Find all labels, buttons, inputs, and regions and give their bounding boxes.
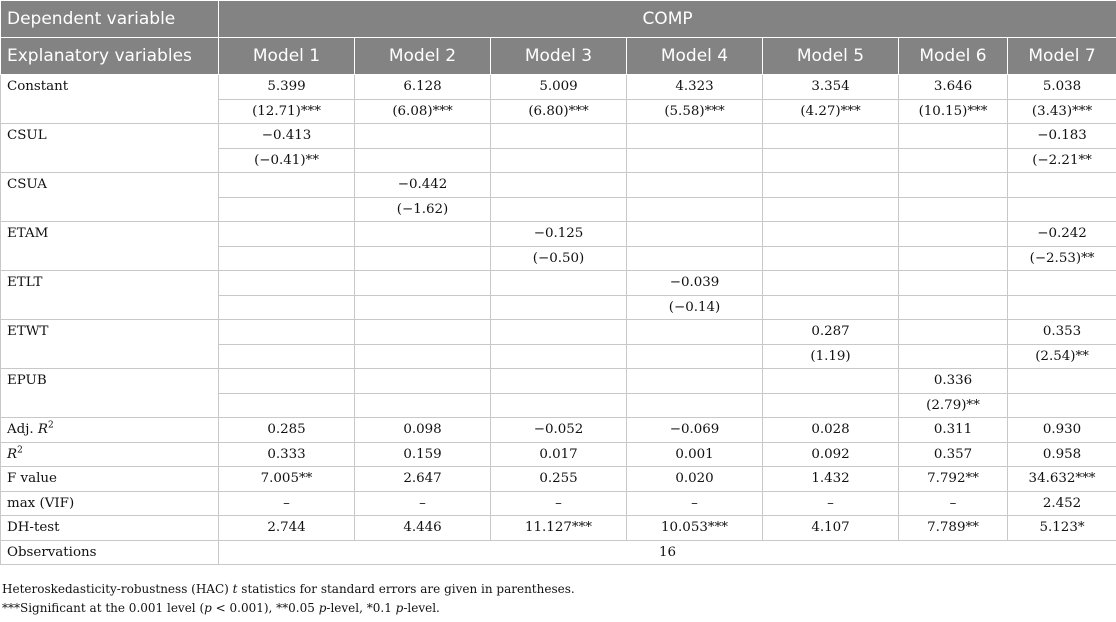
coefficient-cell (1008, 173, 1116, 198)
variable-label: Constant (1, 75, 219, 124)
t-statistic-cell (219, 393, 355, 418)
t-statistic-cell (355, 148, 491, 173)
coefficient-cell (627, 369, 763, 394)
observations-value: 16 (219, 540, 1116, 565)
coefficient-cell: 5.038 (1008, 75, 1116, 100)
model-header: Model 7 (1008, 38, 1116, 75)
t-statistic-cell (627, 344, 763, 369)
t-statistic-cell: (4.27)*** (763, 99, 899, 124)
coefficient-cell (491, 124, 627, 149)
statistic-value-cell: 0.098 (355, 418, 491, 443)
model-header: Model 4 (627, 38, 763, 75)
t-statistic-cell (627, 148, 763, 173)
statistic-value-cell: −0.052 (491, 418, 627, 443)
coefficient-cell: 0.336 (899, 369, 1008, 394)
coefficient-cell: −0.413 (219, 124, 355, 149)
t-statistic-cell: (12.71)*** (219, 99, 355, 124)
note-italic-p: p (395, 601, 404, 615)
t-statistic-cell (219, 197, 355, 222)
coefficient-cell: 3.354 (763, 75, 899, 100)
table-row (1, 222, 1116, 247)
coefficient-cell (491, 320, 627, 345)
statistic-value-cell: 0.092 (763, 442, 899, 467)
t-statistic-cell (763, 295, 899, 320)
statistic-value-cell: 1.432 (763, 467, 899, 492)
statistic-value-cell: 2.452 (1008, 491, 1116, 516)
variable-label: ETAM (1, 222, 219, 271)
model-header: Model 1 (219, 38, 355, 75)
statistic-value-cell: – (627, 491, 763, 516)
statistic-superscript: 2 (48, 420, 54, 431)
coefficient-cell (899, 222, 1008, 247)
note-text: -level, *0.1 (326, 601, 396, 615)
statistic-value-cell: 0.028 (763, 418, 899, 443)
header-row-models (1, 38, 1116, 75)
statistic-value-cell: 34.632*** (1008, 467, 1116, 492)
variable-label: ETWT (1, 320, 219, 369)
coefficient-cell (219, 369, 355, 394)
coefficient-cell: 5.399 (219, 75, 355, 100)
coefficient-cell (763, 124, 899, 149)
statistic-value-cell: 0.285 (219, 418, 355, 443)
statistic-label (1, 418, 219, 443)
statistic-value-cell: 11.127*** (491, 516, 627, 541)
dependent-variable-value: COMP (219, 1, 1116, 38)
t-statistic-cell (355, 344, 491, 369)
variable-label: EPUB (1, 369, 219, 418)
note-italic-t: t (232, 582, 238, 596)
t-statistic-cell: (2.79)** (899, 393, 1008, 418)
coefficient-cell: −0.242 (1008, 222, 1116, 247)
statistic-value-cell: 4.446 (355, 516, 491, 541)
note-text: < 0.001), **0.05 (211, 601, 319, 615)
table-row (1, 320, 1116, 345)
coefficient-cell (491, 173, 627, 198)
model-header: Model 6 (899, 38, 1008, 75)
t-statistic-cell: (6.80)*** (491, 99, 627, 124)
statistic-value-cell: 10.053*** (627, 516, 763, 541)
t-statistic-cell (627, 246, 763, 271)
statistic-label (1, 467, 219, 492)
t-statistic-cell (219, 246, 355, 271)
statistic-value-cell: 4.107 (763, 516, 899, 541)
t-statistic-cell (219, 295, 355, 320)
statistic-value-cell: 7.792** (899, 467, 1008, 492)
t-statistic-cell (763, 393, 899, 418)
table-row (1, 516, 1116, 541)
coefficient-cell (355, 222, 491, 247)
coefficient-cell (1008, 271, 1116, 296)
model-header: Model 2 (355, 38, 491, 75)
t-statistic-cell: (1.19) (763, 344, 899, 369)
t-statistic-cell (899, 246, 1008, 271)
table-row (1, 491, 1116, 516)
t-statistic-cell (1008, 295, 1116, 320)
statistic-value-cell: −0.069 (627, 418, 763, 443)
statistic-value-cell: 0.001 (627, 442, 763, 467)
coefficient-cell (627, 222, 763, 247)
coefficient-cell (1008, 369, 1116, 394)
statistic-value-cell: 0.255 (491, 467, 627, 492)
table-row (1, 442, 1116, 467)
note-text: ***Significant at the 0.001 level ( (2, 601, 205, 615)
t-statistic-cell (355, 295, 491, 320)
statistic-superscript: 2 (17, 445, 23, 456)
coefficient-cell (763, 173, 899, 198)
coefficient-cell (763, 271, 899, 296)
note-italic-p: p (318, 601, 327, 615)
t-statistic-cell: (10.15)*** (899, 99, 1008, 124)
coefficient-cell (627, 124, 763, 149)
statistic-value-cell: 0.159 (355, 442, 491, 467)
statistic-value-cell: 0.017 (491, 442, 627, 467)
statistic-name: Adj. (7, 422, 38, 438)
t-statistic-cell: (−2.53)** (1008, 246, 1116, 271)
t-statistic-cell (219, 344, 355, 369)
note-text: Heteroskedasticity-robustness (HAC) (2, 582, 233, 596)
coefficient-cell: 0.353 (1008, 320, 1116, 345)
t-statistic-cell: (3.43)*** (1008, 99, 1116, 124)
t-statistic-cell (763, 148, 899, 173)
t-statistic-cell (627, 197, 763, 222)
coefficient-cell: −0.039 (627, 271, 763, 296)
statistic-name: F value (7, 471, 57, 487)
coefficient-cell: 0.287 (763, 320, 899, 345)
t-statistic-cell (899, 197, 1008, 222)
t-statistic-cell (1008, 393, 1116, 418)
coefficient-cell (627, 173, 763, 198)
statistic-value-cell: 2.647 (355, 467, 491, 492)
model-header: Model 3 (491, 38, 627, 75)
table-notes (0, 580, 1116, 618)
t-statistic-cell: (2.54)** (1008, 344, 1116, 369)
t-statistic-cell (627, 393, 763, 418)
t-statistic-cell (491, 393, 627, 418)
coefficient-cell: 5.009 (491, 75, 627, 100)
coefficient-cell (491, 369, 627, 394)
note-italic-p: p (204, 601, 212, 615)
t-statistic-cell: (6.08)*** (355, 99, 491, 124)
coefficient-cell (627, 320, 763, 345)
coefficient-cell: 3.646 (899, 75, 1008, 100)
statistic-name: DH-test (7, 520, 60, 536)
table-row (1, 540, 1116, 565)
note-hac (0, 580, 1116, 599)
coefficient-cell (355, 369, 491, 394)
coefficient-cell (763, 369, 899, 394)
table-row (1, 369, 1116, 394)
statistic-value-cell: 2.744 (219, 516, 355, 541)
statistic-value-cell: 0.333 (219, 442, 355, 467)
statistic-value-cell: – (491, 491, 627, 516)
table-row (1, 173, 1116, 198)
t-statistic-cell (763, 246, 899, 271)
observations-label: Observations (1, 540, 219, 565)
statistic-label (1, 516, 219, 541)
t-statistic-cell: (−0.50) (491, 246, 627, 271)
statistic-value-cell: 7.789** (899, 516, 1008, 541)
table-row (1, 271, 1116, 296)
coefficient-cell (219, 173, 355, 198)
statistic-value-cell: – (763, 491, 899, 516)
statistic-value-cell: 0.930 (1008, 418, 1116, 443)
dependent-variable-label: Dependent variable (1, 1, 219, 38)
coefficient-cell (219, 271, 355, 296)
model-header: Model 5 (763, 38, 899, 75)
coefficient-cell (899, 320, 1008, 345)
statistic-value-cell: 0.958 (1008, 442, 1116, 467)
table-row (1, 75, 1116, 100)
coefficient-cell (899, 271, 1008, 296)
note-text: -level. (403, 601, 440, 615)
note-text: statistics for standard errors are given in parentheses. (237, 582, 575, 596)
variable-label: CSUL (1, 124, 219, 173)
t-statistic-cell (355, 246, 491, 271)
t-statistic-cell (763, 197, 899, 222)
note-significance (0, 599, 1116, 618)
variable-label: ETLT (1, 271, 219, 320)
variable-label: CSUA (1, 173, 219, 222)
t-statistic-cell (899, 148, 1008, 173)
t-statistic-cell: (5.58)*** (627, 99, 763, 124)
t-statistic-cell: (−1.62) (355, 197, 491, 222)
statistic-name: max (VIF) (7, 495, 75, 511)
statistic-label (1, 442, 219, 467)
statistic-variable: R (7, 446, 18, 462)
t-statistic-cell: (−0.14) (627, 295, 763, 320)
coefficient-cell (355, 320, 491, 345)
statistic-value-cell: – (899, 491, 1008, 516)
coefficient-cell: 6.128 (355, 75, 491, 100)
coefficient-cell: 4.323 (627, 75, 763, 100)
t-statistic-cell (491, 295, 627, 320)
coefficient-cell (763, 222, 899, 247)
statistic-value-cell: 7.005** (219, 467, 355, 492)
statistic-value-cell: 0.311 (899, 418, 1008, 443)
t-statistic-cell (899, 344, 1008, 369)
coefficient-cell (491, 271, 627, 296)
statistic-value-cell: – (355, 491, 491, 516)
coefficient-cell (899, 124, 1008, 149)
statistic-variable: R (37, 422, 49, 438)
t-statistic-cell: (−2.21** (1008, 148, 1116, 173)
t-statistic-cell (491, 148, 627, 173)
t-statistic-cell (491, 197, 627, 222)
coefficient-cell (355, 271, 491, 296)
statistic-value-cell: 5.123* (1008, 516, 1116, 541)
statistic-value-cell: 0.357 (899, 442, 1008, 467)
table-row (1, 467, 1116, 492)
t-statistic-cell (1008, 197, 1116, 222)
table-row (1, 418, 1116, 443)
coefficient-cell: −0.183 (1008, 124, 1116, 149)
coefficient-cell: −0.442 (355, 173, 491, 198)
statistic-value-cell: 0.020 (627, 467, 763, 492)
statistic-value-cell: – (219, 491, 355, 516)
regression-table-body (1, 75, 1116, 565)
coefficient-cell (355, 124, 491, 149)
header-row-dependent (1, 1, 1116, 38)
t-statistic-cell: (−0.41)** (219, 148, 355, 173)
t-statistic-cell (899, 295, 1008, 320)
coefficient-cell (219, 320, 355, 345)
coefficient-cell: −0.125 (491, 222, 627, 247)
statistic-label (1, 491, 219, 516)
table-row (1, 124, 1116, 149)
t-statistic-cell (491, 344, 627, 369)
coefficient-cell (899, 173, 1008, 198)
explanatory-variables-label: Explanatory variables (1, 38, 219, 75)
t-statistic-cell (355, 393, 491, 418)
coefficient-cell (219, 222, 355, 247)
